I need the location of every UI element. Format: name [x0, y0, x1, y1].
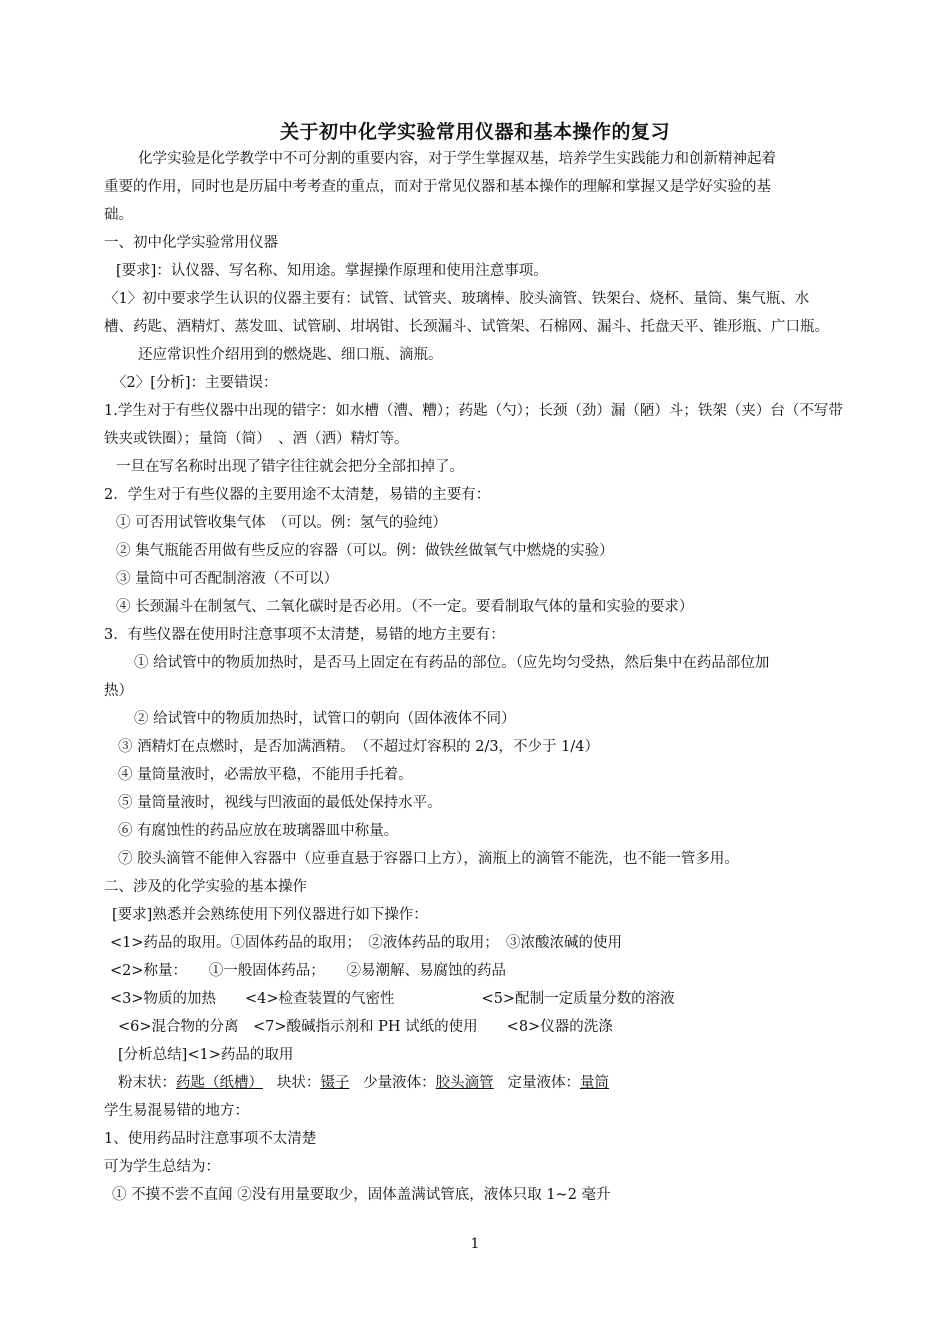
paragraph-line: 3．有些仪器在使用时注意事项不太清楚，易错的地方主要有： — [104, 627, 505, 643]
paragraph-line: <2>称量： ①一般固体药品； ②易潮解、易腐蚀的药品 — [110, 963, 507, 979]
paragraph-line: 槽、药匙、酒精灯、蒸发皿、试管刷、坩埚钳、长颈漏斗、试管架、石棉网、漏斗、托盘天平、锥形瓶、广口瓶。 — [104, 319, 829, 335]
paragraph-line: 〈1〉初中要求学生认识的仪器主要有：试管、试管夹、玻璃棒、胶头滴管、铁架台、烧杯、量筒、集气瓶、水 — [104, 291, 810, 307]
small-liquid-value: 胶头滴管 — [435, 1075, 494, 1091]
paragraph-line: 〈2〉[分析]：主要错误： — [112, 375, 278, 391]
paragraph-line: <1>药品的取用。①固体药品的取用； ②液体药品的取用； ③浓酸浓碱的使用 — [110, 935, 623, 951]
paragraph-line: <3>物质的加热 <4>检查装置的气密性 <5>配制一定质量分数的溶液 — [110, 991, 675, 1007]
paragraph-line: 1、使用药品时注意事项不太清楚 — [104, 1131, 317, 1147]
sampling-line — [118, 1073, 609, 1093]
paragraph-line: [要求]：认仪器、写名称、知用途。掌握操作原理和使用注意事项。 — [116, 263, 548, 279]
paragraph-line: 重要的作用，同时也是历届中考考查的重点，而对于常见仪器和基本操作的理解和掌握又是学好实验的基 — [104, 179, 771, 195]
list-item: ② 给试管中的物质加热时，试管口的朝向（固体液体不同） — [134, 711, 516, 727]
paragraph-line: 化学实验是化学教学中不可分割的重要内容，对于学生掌握双基，培养学生实践能力和创新精神起着 — [138, 151, 776, 167]
powder-label: 粉末状： — [118, 1075, 176, 1091]
paragraph-line: 铁夹或铁圈）；量筒（简） 、酒（洒）精灯等。 — [104, 431, 409, 447]
block-label: 块状： — [276, 1075, 321, 1091]
paragraph-line: 还应常识性介绍用到的燃烧匙、细口瓶、滴瓶。 — [138, 347, 443, 363]
list-item: ⑥ 有腐蚀性的药品应放在玻璃器皿中称量。 — [118, 823, 399, 839]
list-item: ③ 酒精灯在点燃时，是否加满酒精。 （不超过灯容积的 2/3，不少于 1/4） — [118, 739, 599, 755]
paragraph-line: 础。 — [104, 207, 133, 223]
block-value: 镊子 — [320, 1075, 350, 1091]
list-item: ③ 量筒中可否配制溶液（不可以） — [116, 571, 339, 587]
paragraph-line: [要求]熟悉并会熟练使用下列仪器进行如下操作： — [112, 907, 428, 923]
section-heading: 一、初中化学实验常用仪器 — [104, 235, 278, 251]
list-item: ④ 长颈漏斗在制氢气、二氧化碳时是否必用。（不一定。要看制取气体的量和实验的要求） — [116, 599, 694, 615]
powder-value: 药匙（纸槽） — [176, 1075, 263, 1091]
document-title: 关于初中化学实验常用仪器和基本操作的复习 — [279, 121, 670, 143]
list-item: ② 集气瓶能否用做有些反应的容器（可以。例：做铁丝做氧气中燃烧的实验） — [116, 543, 614, 559]
fixed-liquid-label: 定量液体： — [507, 1075, 580, 1091]
paragraph-line: 热） — [104, 683, 133, 699]
small-liquid-label: 少量液体： — [363, 1075, 436, 1091]
paragraph-line: 1.学生对于有些仪器中出现的错字：如水槽（漕、糟）；药匙（勺）；长颈（劲）漏（陋）斗；铁架（夹）台（不写带 — [104, 403, 843, 419]
paragraph-line: 2．学生对于有些仪器的主要用途不太清楚，易错的主要有： — [104, 487, 491, 503]
paragraph-line: 学生易混易错的地方： — [104, 1103, 249, 1119]
list-item: ⑦ 胶头滴管不能伸入容器中（应垂直悬于容器口上方），滴瓶上的滴管不能洗，也不能一管多用。 — [118, 851, 739, 867]
paragraph-line: <6>混合物的分离 <7>酸碱指示剂和 PH 试纸的使用 <8>仪器的洗涤 — [118, 1019, 613, 1035]
list-item: ① 给试管中的物质加热时，是否马上固定在有药品的部位。（应先均匀受热，然后集中在药品部位加 — [134, 655, 770, 671]
paragraph-line: 可为学生总结为： — [104, 1159, 220, 1175]
fixed-liquid-value: 量筒 — [579, 1075, 609, 1091]
section-heading: 二、涉及的化学实验的基本操作 — [104, 879, 307, 895]
paragraph-line: 一旦在写名称时出现了错字往往就会把分全部扣掉了。 — [116, 459, 464, 475]
list-item: ④ 量筒量液时，必需放平稳，不能用手托着。 — [118, 767, 413, 783]
paragraph-line: [分析总结]<1>药品的取用 — [118, 1047, 294, 1063]
list-item: ① 不摸不尝不直闻 ②没有用量要取少，固体盖满试管底，液体只取 1~2 毫升 — [112, 1187, 611, 1203]
list-item: ⑤ 量筒量液时，视线与凹液面的最低处保持水平。 — [118, 795, 442, 811]
page-number: 1 — [470, 1236, 480, 1252]
list-item: ① 可否用试管收集气体 （可以。例：氢气的验纯） — [116, 515, 447, 531]
